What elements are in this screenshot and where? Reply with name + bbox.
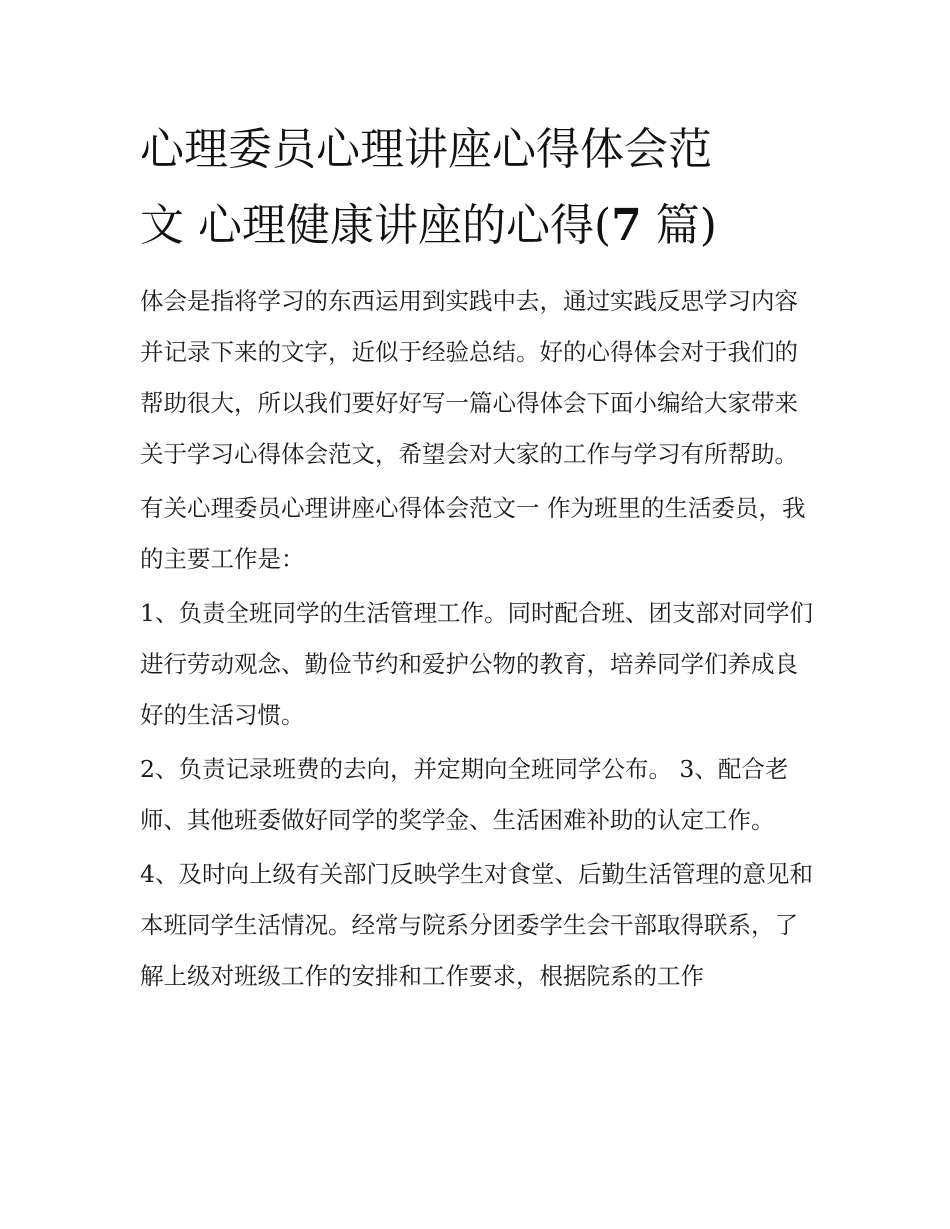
duty-item-2-3: 2、负责记录班费的去向，并定期向全班同学公布。 3、配合老师、其他班委做好同学的奖学金、生活困难补助的认定工作。 [140, 755, 789, 834]
document-body [140, 276, 815, 1005]
title-line-2-prefix: 文 心理健康讲座的心得( [140, 200, 612, 251]
title-line-2-suffix: 篇) [641, 200, 717, 251]
page-title [140, 112, 810, 264]
title-article-count: 7 [611, 200, 642, 251]
section-heading-paragraph: 有关心理委员心理讲座心得体会范文一 作为班里的生活委员，我的主要工作是： [140, 494, 806, 573]
duty-item-4: 4、及时向上级有关部门反映学生对食堂、后勤生活管理的意见和本班同学生活情况。经常与院系分团委学生会干部取得联系，了解上级对班级工作的安排和工作要求，根据院系的工作 [140, 860, 813, 990]
duty-item-1: 1、负责全班同学的生活管理工作。同时配合班、团支部对同学们进行劳动观念、勤俭节约和爱护公物的教育，培养同学们养成良好的生活习惯。 [140, 599, 813, 729]
title-line-1: 心理委员心理讲座心得体会范 [140, 124, 712, 175]
intro-paragraph: 体会是指将学习的东西运用到实践中去，通过实践反思学习内容并记录下来的文字，近似于经验总结。好的心得体会对于我们的帮助很大，所以我们要好好写一篇心得体会下面小编给大家带来关于学习心得体会范文，希望会对大家的工作与学习有所帮助。 [140, 287, 798, 468]
